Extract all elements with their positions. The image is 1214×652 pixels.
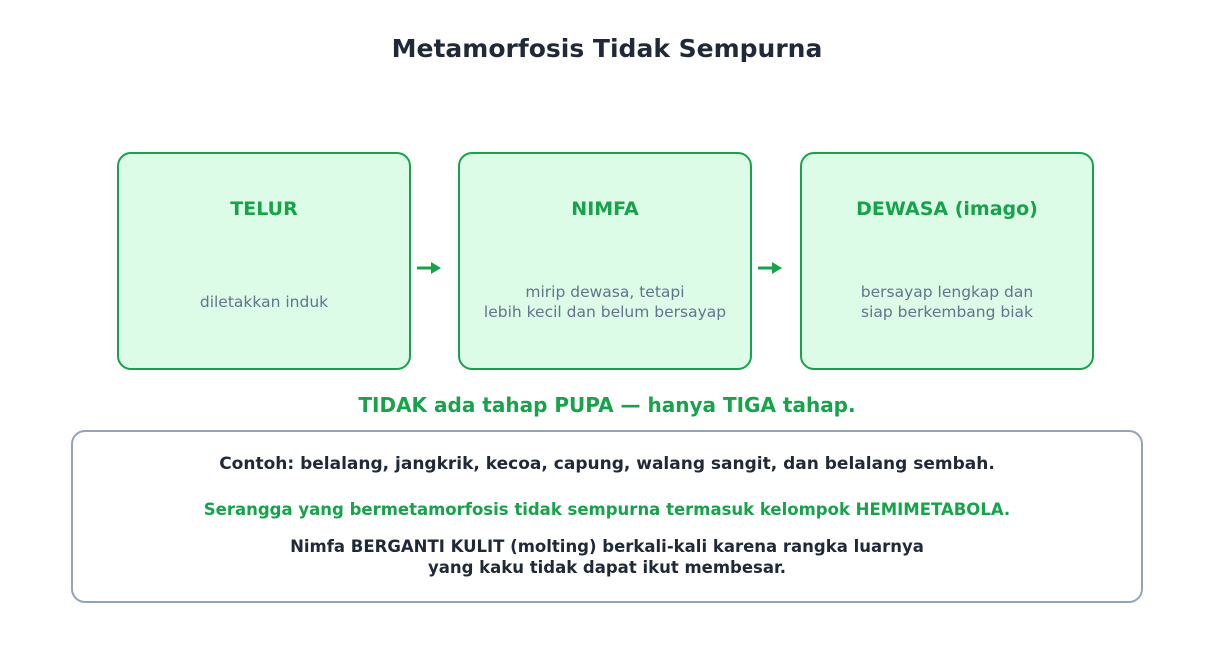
stage-desc-line: diletakkan induk [199,293,329,311]
molting-line: Nimfa BERGANTI KULIT (molting) berkali-kali karena rangka luarnya [290,537,924,556]
stage-desc-line: siap berkembang biak [861,303,1033,321]
stage-name: TELUR [230,198,298,220]
stage-desc [802,282,1092,322]
stage-desc [119,292,409,312]
molting-text [73,536,1141,578]
arrow-right-icon [417,258,443,278]
stage-box-dewasa [800,152,1094,370]
examples-text: Contoh: belalang, jangkrik, kecoa, capung, walang sangit, dan belalang sembah. [219,454,995,474]
stage-name: DEWASA (imago) [856,198,1038,220]
stage-name: NIMFA [571,198,639,220]
info-box [71,430,1143,603]
stage-box-nimfa [458,152,752,370]
stage-desc [460,282,750,322]
stage-desc-line: bersayap lengkap dan [860,283,1034,301]
stage-desc-line: lebih kecil dan belum bersayap [483,303,727,321]
arrow-right-icon [758,258,784,278]
stage-desc-line: mirip dewasa, tetapi [525,283,685,301]
diagram-title: Metamorfosis Tidak Sempurna [391,34,823,63]
hemimetabola-text: Serangga yang bermetamorfosis tidak sempurna termasuk kelompok HEMIMETABOLA. [203,500,1011,519]
stage-box-telur [117,152,411,370]
molting-line: yang kaku tidak dapat ikut membesar. [427,558,787,577]
no-pupa-note: TIDAK ada tahap PUPA — hanya TIGA tahap. [358,393,856,417]
